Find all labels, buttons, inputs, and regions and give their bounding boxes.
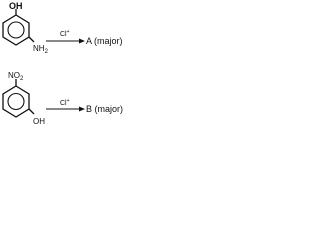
substituent-nh2-1: $NH_2$ bbox=[33, 44, 48, 55]
reaction-2 bbox=[3, 71, 123, 126]
reaction-scheme bbox=[0, 0, 143, 140]
substituent-oh-2: OH bbox=[33, 117, 45, 126]
aromatic-circle-2 bbox=[8, 94, 24, 110]
benzene-ring-2 bbox=[3, 86, 29, 117]
reagent-cl-1: Cl+ bbox=[60, 29, 70, 38]
reagent-cl-2: Cl+ bbox=[60, 98, 70, 107]
substituent-no2-2: $NO_2$ bbox=[8, 71, 24, 82]
substituent-oh-1: OH bbox=[9, 1, 23, 11]
arrowhead-1 bbox=[79, 39, 85, 44]
bond-oh-2 bbox=[29, 109, 34, 114]
benzene-ring-1 bbox=[3, 15, 29, 45]
product-a: A (major) bbox=[86, 36, 123, 46]
aromatic-circle-1 bbox=[8, 22, 24, 38]
product-b: B (major) bbox=[86, 104, 124, 114]
reaction-1 bbox=[3, 1, 123, 55]
arrowhead-2 bbox=[79, 107, 85, 112]
bond-nh2-1 bbox=[29, 37, 34, 42]
